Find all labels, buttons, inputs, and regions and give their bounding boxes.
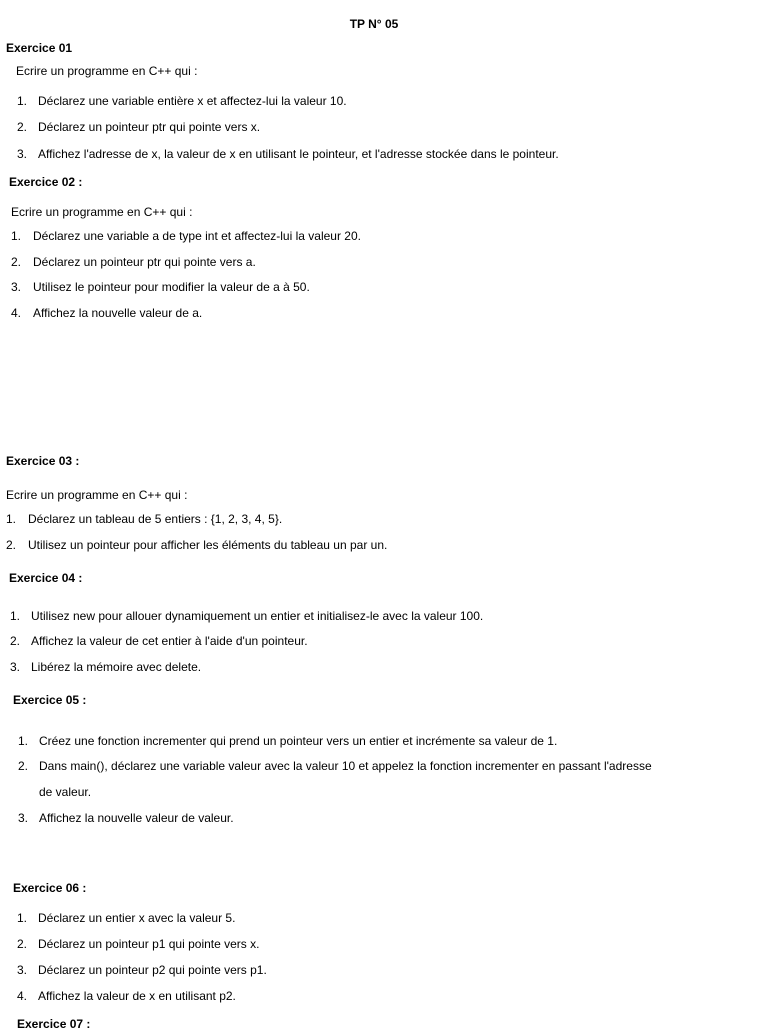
exercise-04-heading: Exercice 04 : [9, 571, 83, 585]
exercise-05-heading: Exercice 05 : [13, 693, 87, 707]
list-item-number: 1. [17, 911, 28, 925]
list-item-number: 2. [6, 538, 17, 552]
list-item: Déclarez un pointeur ptr qui pointe vers x. [38, 120, 261, 134]
list-item-number: 1. [6, 512, 17, 526]
list-item: Affichez la nouvelle valeur de valeur. [39, 811, 234, 825]
list-item-number: 3. [17, 963, 28, 977]
list-item: Déclarez une variable entière x et affectez-lui la valeur 10. [38, 94, 347, 108]
list-item-continuation: de valeur. [39, 785, 92, 799]
exercise-03-intro: Ecrire un programme en C++ qui : [6, 488, 188, 502]
list-item: Déclarez un entier x avec la valeur 5. [38, 911, 236, 925]
list-item: Déclarez un tableau de 5 entiers : {1, 2, 3, 4, 5}. [28, 512, 283, 526]
list-item-number: 4. [11, 306, 22, 320]
list-item: Affichez la valeur de cet entier à l'aide d'un pointeur. [31, 634, 308, 648]
exercise-01-intro: Ecrire un programme en C++ qui : [16, 64, 198, 78]
list-item: Déclarez une variable a de type int et affectez-lui la valeur 20. [33, 229, 361, 243]
list-item-number: 1. [11, 229, 22, 243]
list-item-number: 2. [18, 759, 29, 773]
list-item: Déclarez un pointeur ptr qui pointe vers a. [33, 255, 256, 269]
list-item: Affichez la valeur de x en utilisant p2. [38, 989, 236, 1003]
list-item-number: 3. [10, 660, 21, 674]
list-item-number: 3. [18, 811, 29, 825]
list-item: Dans main(), déclarez une variable valeur avec la valeur 10 et appelez la fonction incrementer en passant l'adresse [39, 759, 652, 773]
exercise-02-heading: Exercice 02 : [9, 175, 83, 189]
list-item: Utilisez new pour allouer dynamiquement un entier et initialisez-le avec la valeur 100. [31, 609, 484, 623]
exercise-03-heading: Exercice 03 : [6, 454, 80, 468]
list-item: Utilisez le pointeur pour modifier la valeur de a à 50. [33, 280, 310, 294]
exercise-07-heading: Exercice 07 : [17, 1017, 91, 1031]
list-item-number: 2. [17, 120, 28, 134]
page-title: TP N° 05 [349, 17, 399, 31]
exercise-02-intro: Ecrire un programme en C++ qui : [11, 205, 193, 219]
list-item-number: 3. [17, 147, 28, 161]
exercise-06-heading: Exercice 06 : [13, 881, 87, 895]
list-item: Utilisez un pointeur pour afficher les éléments du tableau un par un. [28, 538, 388, 552]
list-item-number: 2. [10, 634, 21, 648]
list-item: Déclarez un pointeur p1 qui pointe vers x. [38, 937, 260, 951]
list-item: Créez une fonction incrementer qui prend un pointeur vers un entier et incrémente sa valeur de 1. [39, 734, 558, 748]
list-item-number: 1. [17, 94, 28, 108]
exercise-01-heading: Exercice 01 [6, 41, 73, 55]
list-item-number: 2. [11, 255, 22, 269]
list-item-number: 1. [10, 609, 21, 623]
list-item-number: 1. [18, 734, 29, 748]
list-item: Déclarez un pointeur p2 qui pointe vers p1. [38, 963, 267, 977]
list-item-number: 3. [11, 280, 22, 294]
list-item-number: 4. [17, 989, 28, 1003]
list-item-number: 2. [17, 937, 28, 951]
list-item: Libérez la mémoire avec delete. [31, 660, 202, 674]
list-item: Affichez la nouvelle valeur de a. [33, 306, 203, 320]
list-item: Affichez l'adresse de x, la valeur de x en utilisant le pointeur, et l'adresse stockée dans le pointeur. [38, 147, 559, 161]
